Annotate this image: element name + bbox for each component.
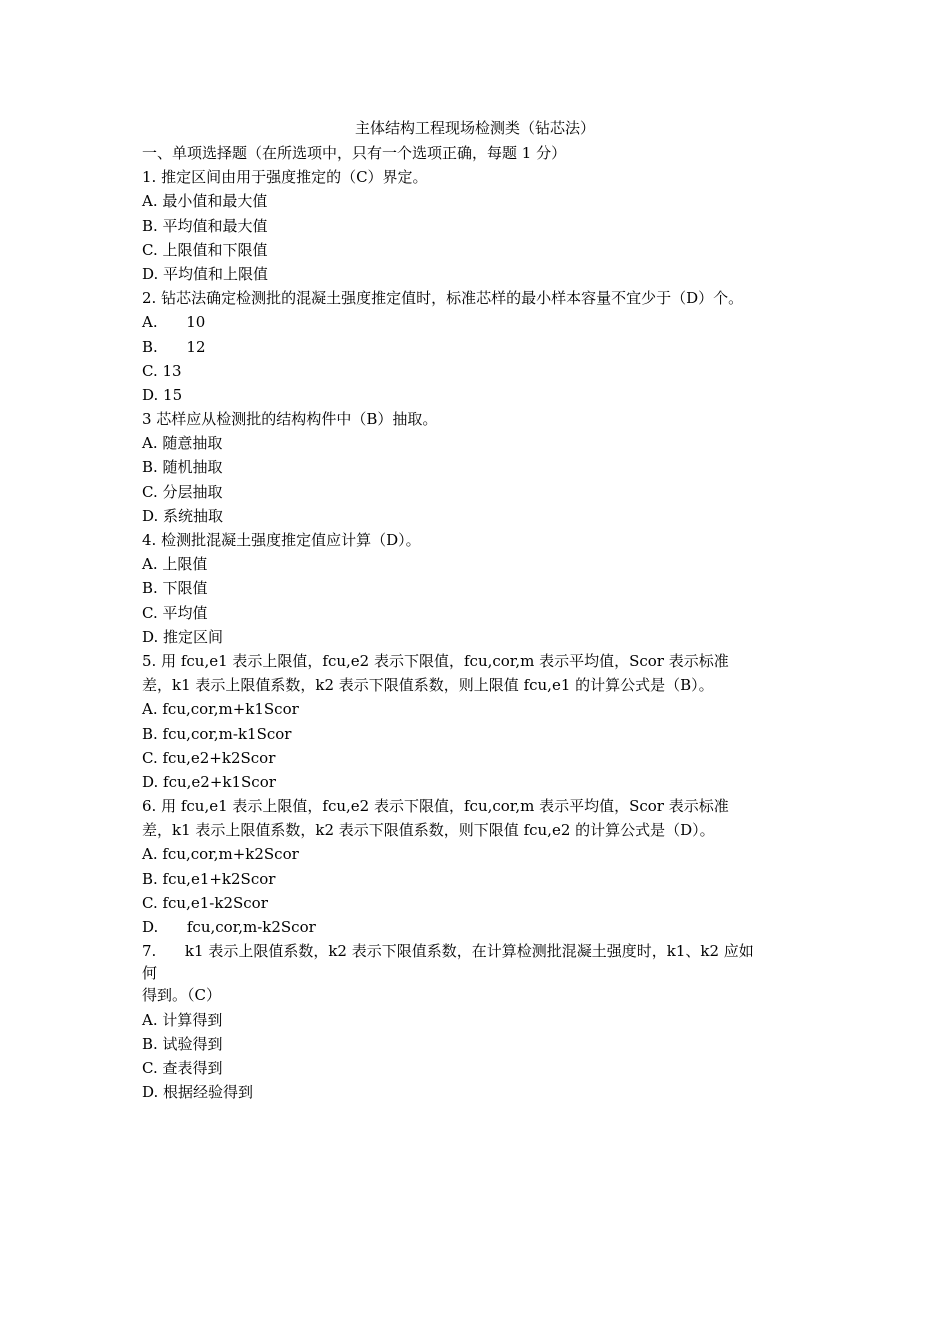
q4-option-a: A. 上限值 xyxy=(142,555,208,574)
question-2: 2. 钻芯法确定检测批的混凝土强度推定值时，标准芯样的最小样本容量不宜少于（D）个。 xyxy=(142,289,744,308)
q5-option-b: B. fcu,cor,m-k1Scor xyxy=(142,724,292,743)
question-4: 4. 检测批混凝土强度推定值应计算（D）。 xyxy=(142,531,421,549)
q6-option-c: C. fcu,e1-k2Scor xyxy=(142,893,268,912)
q2-option-c: C. 13 xyxy=(142,361,182,380)
q5-option-d: D. fcu,e2+k1Scor xyxy=(142,772,276,791)
q7-option-c: C. 查表得到 xyxy=(142,1058,223,1077)
q7-option-b: B. 试验得到 xyxy=(142,1034,223,1053)
q3-option-a: A. 随意抽取 xyxy=(142,434,223,453)
question-6-line-2: 差，k1 表示上限值系数，k2 表示下限值系数，则下限值 fcu,e2 的计算公式是（D）。 xyxy=(142,821,715,840)
question-1: 1. 推定区间由用于强度推定的（C）界定。 xyxy=(142,168,428,187)
q5-option-a: A. fcu,cor,m+k1Scor xyxy=(142,700,299,719)
q1-option-a: A. 最小值和最大值 xyxy=(142,192,268,211)
q2-option-d: D. 15 xyxy=(142,385,183,404)
q3-option-c: C. 分层抽取 xyxy=(142,482,223,501)
q2-option-a: A. 10 xyxy=(142,313,206,332)
q1-option-d: D. 平均值和上限值 xyxy=(142,264,269,283)
question-5-line-1: 5. 用 fcu,e1 表示上限值，fcu,e2 表示下限值，fcu,cor,m 表示平均值，Scor 表示标准 xyxy=(142,651,729,670)
question-5-line-2: 差，k1 表示上限值系数，k2 表示下限值系数，则上限值 fcu,e1 的计算公式是（B）。 xyxy=(142,676,714,695)
document-body xyxy=(142,141,832,1104)
q1-option-b: B. 平均值和最大值 xyxy=(142,216,268,235)
question-6-line-1: 6. 用 fcu,e1 表示上限值，fcu,e2 表示下限值，fcu,cor,m 表示平均值，Scor 表示标准 xyxy=(142,797,729,816)
q5-option-c: C. fcu,e2+k2Scor xyxy=(142,748,276,767)
q7-option-d: D. 根据经验得到 xyxy=(142,1083,254,1102)
question-7-line-3: 得到。（C） xyxy=(142,986,221,1005)
question-7-line-2: 何 xyxy=(142,964,158,983)
q3-option-b: B. 随机抽取 xyxy=(142,458,223,477)
q7-option-a: A. 计算得到 xyxy=(142,1010,223,1029)
q2-option-b: B. 12 xyxy=(142,337,206,356)
question-3: 3 芯样应从检测批的结构构件中（B）抽取。 xyxy=(142,410,438,429)
document-title: 主体结构工程现场检测类（钻芯法） xyxy=(354,119,595,137)
q4-option-c: C. 平均值 xyxy=(142,603,208,622)
q6-option-a: A. fcu,cor,m+k2Scor xyxy=(142,845,299,864)
q3-option-d: D. 系统抽取 xyxy=(142,506,224,525)
section-heading: 一、单项选择题（在所选项中，只有一个选项正确，每题 1 分） xyxy=(142,144,567,162)
q6-option-d: D. fcu,cor,m-k2Scor xyxy=(142,918,316,936)
q4-option-b: B. 下限值 xyxy=(142,579,208,598)
q1-option-c: C. 上限值和下限值 xyxy=(142,240,268,259)
q6-option-b: B. fcu,e1+k2Scor xyxy=(142,869,276,888)
question-7-line-1: 7. k1 表示上限值系数，k2 表示下限值系数，在计算检测批混凝土强度时，k1、k2 应如 xyxy=(142,942,754,961)
q4-option-d: D. 推定区间 xyxy=(142,627,224,646)
